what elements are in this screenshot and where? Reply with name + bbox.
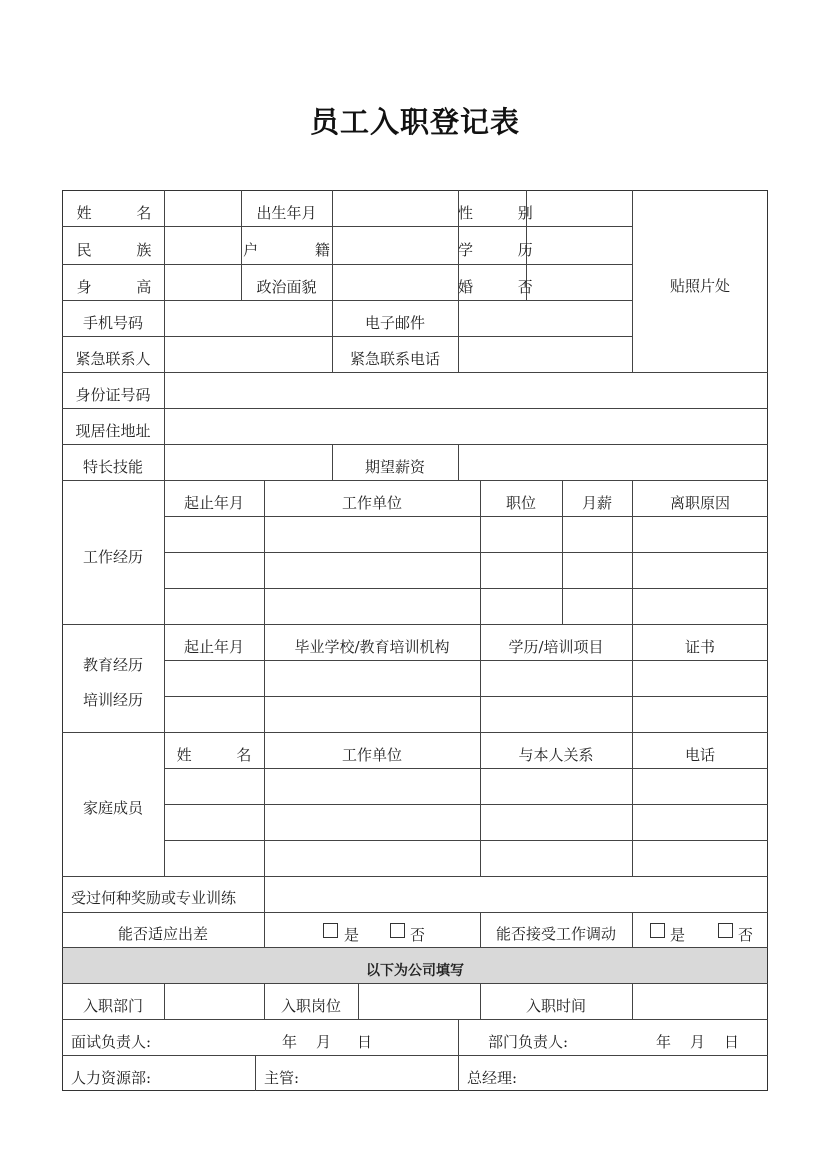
work-header-period: 起止年月 [183,494,244,512]
family-header-company: 工作单位 [341,746,402,764]
section-family: 家庭成员 [82,799,143,817]
family-header-name: 姓 名 [176,746,272,764]
label-birth: 出生年月 [256,204,317,222]
transfer-no-checkbox[interactable] [718,923,733,938]
travel-yes-label: 是 [344,926,360,944]
label-entry-dept: 入职部门 [82,997,143,1015]
edu-header-school: 毕业学校/教育培训机构 [294,638,450,656]
travel-yes-checkbox[interactable] [323,923,338,938]
company-section-header: 以下为公司填写 [366,963,464,979]
label-entry-date: 入职时间 [525,997,586,1015]
travel-no-label: 否 [410,926,426,944]
label-travel: 能否适应出差 [117,925,208,943]
label-id-number: 身份证号码 [75,386,151,404]
label-gm: 总经理: [467,1069,518,1087]
label-transfer: 能否接受工作调动 [495,925,616,943]
work-header-position: 职位 [505,494,536,512]
label-emergency-contact: 紧急联系人 [75,350,151,368]
dept-head-year: 年 [656,1033,672,1051]
work-header-company: 工作单位 [341,494,402,512]
label-email: 电子邮件 [364,314,425,332]
work-header-reason: 离职原因 [669,494,730,512]
label-dept-head: 部门负责人: [488,1033,569,1051]
section-education: 教育经历 [82,656,143,674]
label-entry-position: 入职岗位 [280,997,341,1015]
travel-no-checkbox[interactable] [390,923,405,938]
label-political: 政治面貌 [256,278,317,296]
interviewer-day: 日 [357,1033,373,1051]
transfer-no-label: 否 [738,926,754,944]
label-name: 姓 名 [76,204,172,222]
family-header-phone: 电话 [684,746,715,764]
photo-placeholder: 贴照片处 [669,277,730,295]
edu-header-period: 起止年月 [183,638,244,656]
section-training: 培训经历 [82,691,143,709]
edu-header-degree: 学历/培训项目 [508,638,604,656]
label-ethnicity: 民 族 [76,241,172,259]
section-work: 工作经历 [82,548,143,566]
label-emergency-phone: 紧急联系电话 [349,350,440,368]
work-header-salary: 月薪 [581,494,612,512]
dept-head-month: 月 [690,1033,706,1051]
label-expected-salary: 期望薪资 [364,458,425,476]
label-hukou: 户 籍 [243,241,356,259]
label-address: 现居住地址 [75,422,151,440]
label-interviewer: 面试负责人: [71,1033,152,1051]
label-supervisor: 主管: [264,1069,300,1087]
transfer-yes-label: 是 [670,926,686,944]
label-awards: 受过何种奖励或专业训练 [71,889,237,907]
dept-head-day: 日 [724,1033,740,1051]
label-education: 学 历 [458,241,553,259]
label-height: 身 高 [76,278,172,296]
label-married: 婚 否 [458,278,553,296]
label-gender: 性 别 [458,204,553,222]
label-skills: 特长技能 [82,458,143,476]
interviewer-year: 年 [282,1033,298,1051]
label-phone: 手机号码 [82,314,143,332]
interviewer-month: 月 [316,1033,332,1051]
edu-header-certificate: 证书 [684,638,715,656]
transfer-yes-checkbox[interactable] [650,923,665,938]
form-title: 员工入职登记表 [309,105,520,139]
family-header-relation: 与本人关系 [518,746,594,764]
label-hr: 人力资源部: [71,1069,152,1087]
